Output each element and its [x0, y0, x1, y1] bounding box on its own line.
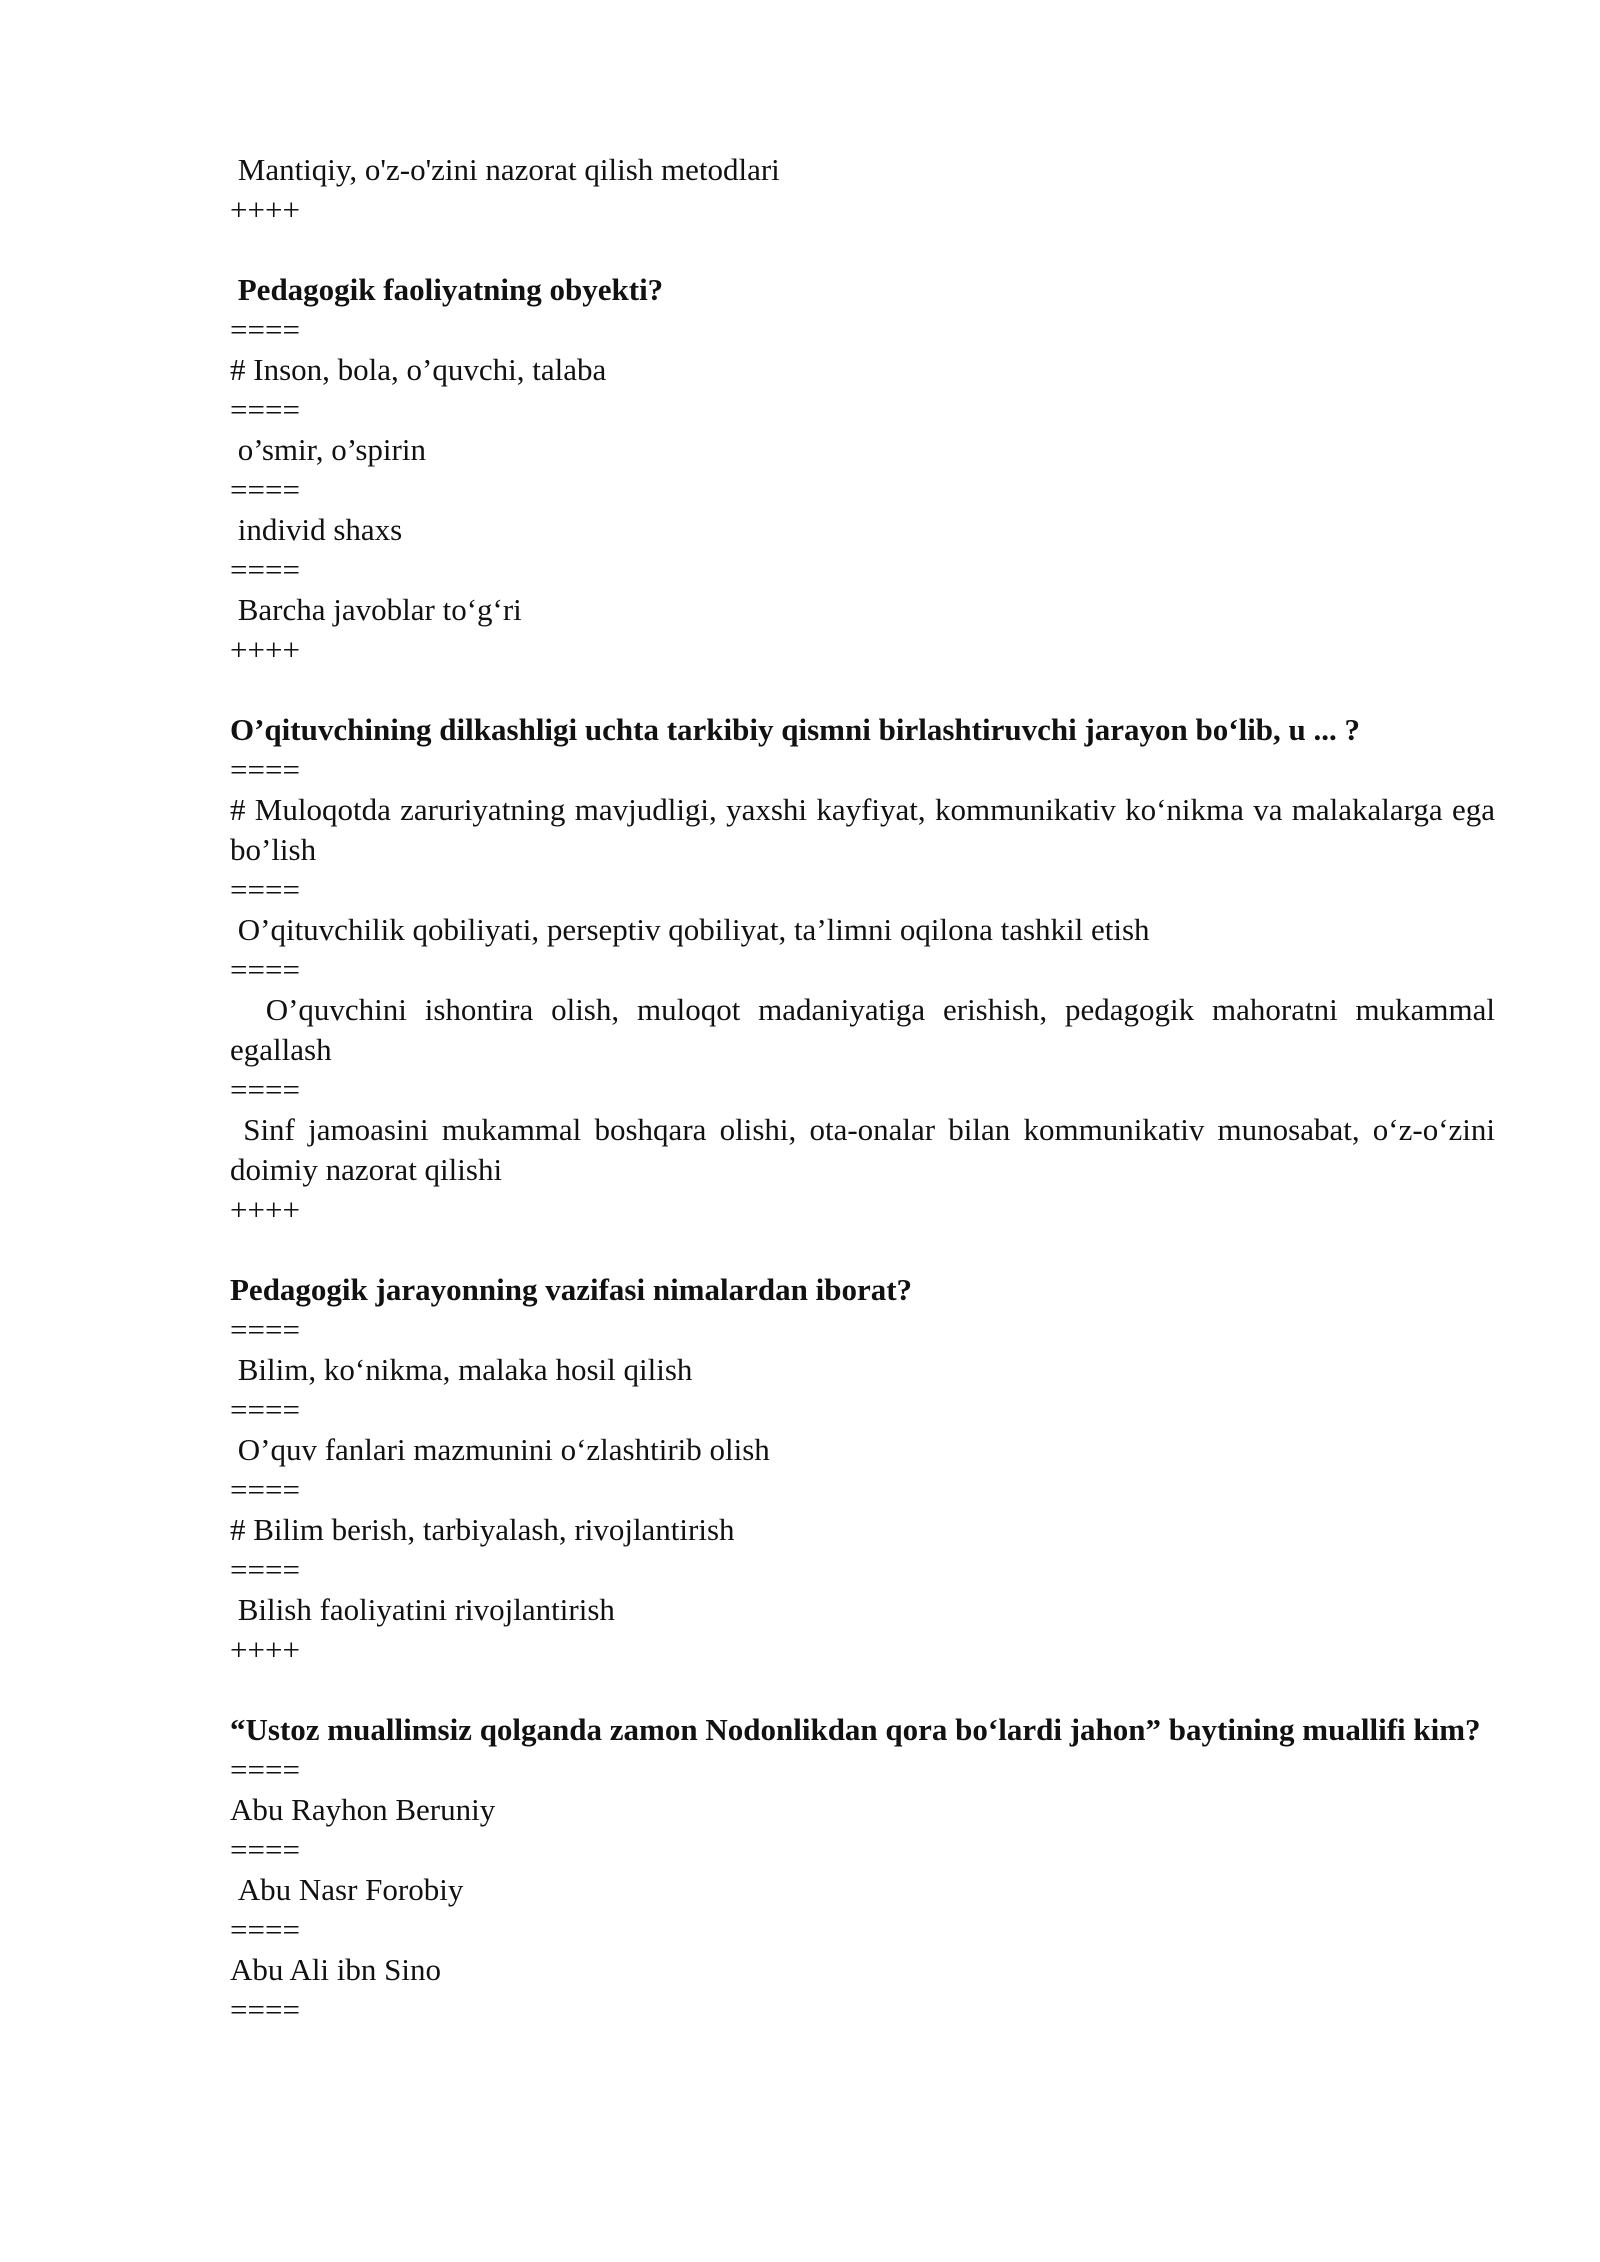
- answer-line: Mantiqiy, o'z-o'zini nazorat qilish metodlari: [230, 152, 780, 187]
- option-separator: ====: [230, 952, 300, 987]
- question-heading: Pedagogik faoliyatning obyekti?: [230, 272, 664, 307]
- option-separator: ====: [230, 392, 300, 427]
- option-separator: ====: [230, 872, 300, 907]
- option-separator: ====: [230, 1312, 300, 1347]
- option-separator: ====: [230, 1752, 300, 1787]
- option-separator: ====: [230, 1072, 300, 1107]
- block-end-marker: ++++: [230, 632, 300, 667]
- option-separator: ====: [230, 552, 300, 587]
- answer-option: Sinf jamoasini mukammal boshqara olishi, ota-onalar bilan kommunikativ munosabat, o‘z-o‘zini doimiy nazorat qilishi: [230, 1112, 1503, 1187]
- answer-option: o’smir, o’spirin: [230, 432, 426, 467]
- blank-line: [230, 1670, 1495, 1710]
- option-separator: ====: [230, 752, 300, 787]
- option-separator: ====: [230, 1472, 300, 1507]
- answer-option: O’quvchini ishontira olish, muloqot madaniyatiga erishish, pedagogik mahoratni mukammal egallash: [230, 992, 1503, 1067]
- answer-option: Bilim, ko‘nikma, malaka hosil qilish: [230, 1352, 693, 1387]
- option-separator: ====: [230, 1992, 300, 2027]
- answer-option: # Muloqotda zaruriyatning mavjudligi, yaxshi kayfiyat, kommunikativ ko‘nikma va malakalarga ega bo’lish: [230, 792, 1503, 867]
- answer-option: # Bilim berish, tarbiyalash, rivojlantirish: [230, 1512, 735, 1547]
- answer-option: Abu Nasr Forobiy: [230, 1872, 464, 1907]
- block-end-marker: ++++: [230, 1192, 300, 1227]
- option-separator: ====: [230, 1392, 300, 1427]
- block-end-marker: ++++: [230, 1632, 300, 1667]
- option-separator: ====: [230, 1832, 300, 1867]
- question-heading: Pedagogik jarayonning vazifasi nimalardan iborat?: [230, 1272, 913, 1307]
- blank-line: [230, 1230, 1495, 1270]
- answer-option: # Inson, bola, o’quvchi, talaba: [230, 352, 607, 387]
- answer-option: Abu Ali ibn Sino: [230, 1952, 442, 1987]
- answer-option: O’quv fanlari mazmunini o‘zlashtirib olish: [230, 1432, 770, 1467]
- option-separator: ====: [230, 1552, 300, 1587]
- blank-line: [230, 670, 1495, 710]
- option-separator: ====: [230, 1912, 300, 1947]
- option-separator: ====: [230, 312, 300, 347]
- document-page: [230, 150, 1503, 2030]
- answer-option: Barcha javoblar to‘g‘ri: [230, 592, 522, 627]
- answer-option: O’qituvchilik qobiliyati, perseptiv qobiliyat, ta’limni oqilona tashkil etish: [230, 912, 1150, 947]
- option-separator: ====: [230, 472, 300, 507]
- answer-option: individ shaxs: [230, 512, 403, 547]
- answer-option: Bilish faoliyatini rivojlantirish: [230, 1592, 615, 1627]
- blank-line: [230, 230, 1495, 270]
- question-heading: “Ustoz muallimsiz qolganda zamon Nodonlikdan qora bo‘lardi jahon” baytining muallifi kim?: [230, 1712, 1481, 1747]
- block-end-marker: ++++: [230, 192, 300, 227]
- question-heading: O’qituvchining dilkashligi uchta tarkibiy qismni birlashtiruvchi jarayon bo‘lib, u ... ?: [230, 712, 1361, 747]
- answer-option: Abu Rayhon Beruniy: [230, 1792, 496, 1827]
